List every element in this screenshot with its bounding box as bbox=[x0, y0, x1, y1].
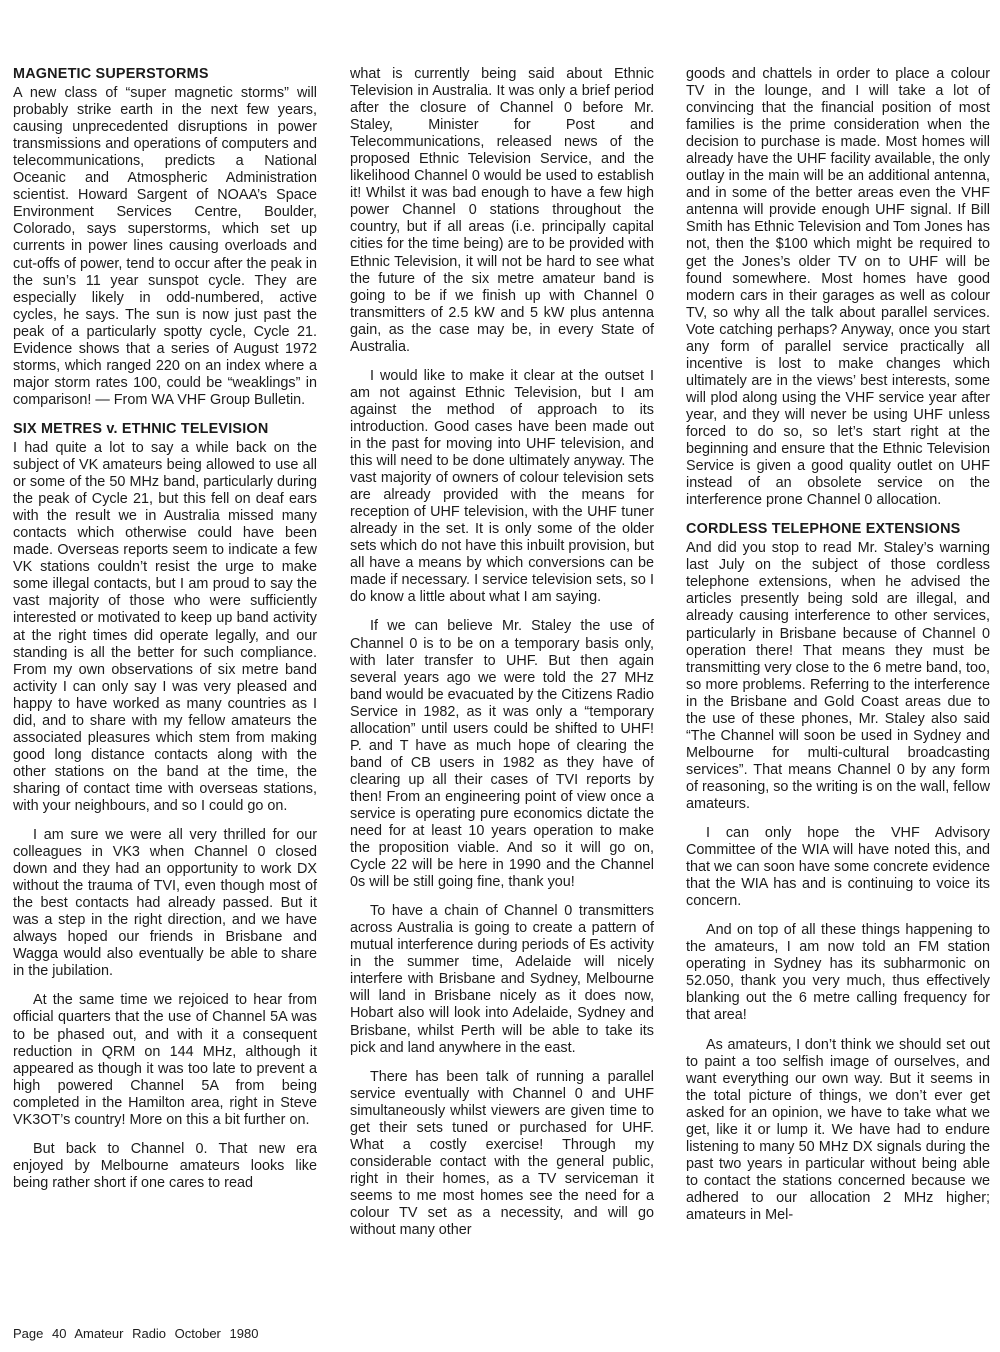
paragraph: There has been talk of running a parallel service eventually with Channel 0 and UHF simultaneously whilst viewers are given time to get their sets tuned or purchased for UHF. What a costly exercise! Through my considerable contact with the general public, right in their homes, as a TV serviceman it seems to me most homes see the need for a colour TV set as a necessity, and will go without many other bbox=[350, 1068, 654, 1239]
paragraph: To have a chain of Channel 0 transmitters across Australia is going to create a pattern of mutual interference during periods of Es activity in the summer time, Adelaide will nicely interfere with Brisbane and Sydney, Melbourne will land in Brisbane nicely as it does now, Hobart also will look into Adelaide, Sydney and Brisbane, whilst Perth will be able to take its pick and land anywhere in the east. bbox=[350, 903, 654, 1056]
page-footer: Page 40 Amateur Radio October 1980 bbox=[13, 1326, 259, 1341]
paragraph: I can only hope the VHF Advisory Committee of the WIA will have noted this, and that we can soon have some concrete evidence that the WIA has and is continuing to voice its concern. bbox=[686, 825, 990, 910]
paragraph: what is currently being said about Ethnic Television in Australia. It was only a brief period after the closure of Channel 0 before Mr. Staley, Minister for Post and Telecommunications, released news of the proposed Ethnic Television Service, and the likelihood Channel 0 would be used to establish it! Whilst it was bad enough to have a few high power Channel 0 stations throughout the country, but if all areas (i.e. principally capital cities for the time being) are to be provided with Ethnic Television, it will not be hard to see what the future of the six metre amateur band is going to be if we finish up with Channel 0 transmitters of 2.5 kW and 5 kW plus antenna gain, as the case may be, in every State of Australia. bbox=[350, 66, 654, 355]
paragraph: I would like to make it clear at the outset I am not against Ethnic Television, but I am against the method of approach to its introduction. Good cases have been made out in the past for moving into UHF television, and this will need to be done ultimately anyway. The vast majority of owners of colour television sets are already provided with the means for reception of UHF television, with the UHF tuner already in the set. It is only some of the older sets which do not have this inbuilt provision, but all have a means by which conversions can be made if necessary. I service television sets, so I do know a little about what I am saying. bbox=[350, 367, 654, 606]
column-3 bbox=[686, 66, 990, 1236]
paragraph: If we can believe Mr. Staley the use of Channel 0 is to be on a temporary basis only, with later transfer to UHF. But then again several years ago we were told the 27 MHz band would be evacuated by the Citizens Radio Service in 1982, as it was only a “temporary allocation” until users could be shifted to UHF! P. and T have as much hope of clearing the band of CB users in 1982 as they have of clearing up all their cases of TVI reports by then! From an engineering point of view once a service is operating pure economics dictate the need for at least 10 years operation to make the proposition viable. And so it will go on, Cycle 22 will be here in 1990 and the Channel 0s will be still going fine, thank you! bbox=[350, 618, 655, 891]
column-2 bbox=[350, 66, 654, 1251]
paragraph: And did you stop to read Mr. Staley’s warning last July on the subject of those cordless telephone extensions, when he advised the articles presently being sold are illegal, and already causing interference to other services, particularly in Brisbane because of Channel 0 operation there! That means they must be transmitting very close to the 6 metre band, too, so more problems. Referring to the interference in the Brisbane and Gold Coast areas due to the use of these phones, Mr. Staley also said “The Channel will soon be used in Sydney and Melbourne for multi-cultural broadcasting services”. That means Channel 0 by any form of reasoning, so the writing is on the wall, fellow amateurs. bbox=[686, 540, 990, 812]
paragraph: I am sure we were all very thrilled for our colleagues in VK3 when Channel 0 closed down and they had an opportunity to work DX without the trauma of TVI, even though most of the best contacts had already passed. But it was a step in the right direction, and we have always hoped our friends in Brisbane and Wagga would also eventually be able to share in the jubilation. bbox=[13, 827, 317, 980]
paragraph: And on top of all these things happening to the amateurs, I am now told an FM station operating in Sydney has its subharmonic on 52.050, thank you very much, thus effectively blanking out the 6 metre calling frequency for that area! bbox=[686, 922, 990, 1024]
paragraph: But back to Channel 0. That new era enjoyed by Melbourne amateurs looks like being rather short if one cares to read bbox=[13, 1140, 317, 1191]
paragraph: I had quite a lot to say a while back on the subject of VK amateurs being allowed to use all or some of the 50 MHz band, particularly during the peak of Cycle 21, but this fell on deaf ears with the result we in Australia missed many contacts which otherwise could have been made. Overseas reports seem to indicate a few VK stations couldn’t resist the urge to make some illegal contacts, but I am proud to say the vast majority of those who were sufficiently interested or motivated to keep up band activity at the right times did operate legally, and our standing is all the better for such compliance. From my own observations of six metre band activity I can only say I was very pleased and happy to have worked as many countries as I did, and to share with my fellow amateurs the associated pleasures which stem from making good long distance contacts along with the other stations on the band at the time, the sharing of contact time with overseas stations, with your neighbours, and so I could go on. bbox=[13, 439, 317, 814]
heading-six-metres: SIX METRES v. ETHNIC TELEVISION bbox=[13, 420, 269, 437]
heading-cordless-telephone: CORDLESS TELEPHONE EXTENSIONS bbox=[686, 521, 961, 538]
column-1 bbox=[13, 66, 317, 1204]
paragraph: As amateurs, I don’t think we should set out to paint a too selfish image of ourselves, and want everything our own way. But it seems in the total picture of things, we don’t ever get asked for an opinion, we have to take what we get, like it or lump it. We have had to endure listening to many 50 MHz DX signals during the past two years in particular without being able to contact the stations concerned because we adhered to our allocation 2 MHz higher; amateurs in Mel- bbox=[686, 1036, 990, 1223]
paragraph: At the same time we rejoiced to hear from official quarters that the use of Channel 5A was to be phased out, and with it a consequent reduction in QRM on 144 MHz, although it appeared as though it was too late to prevent a high powered Channel 5A from being completed in the Hamilton area, right in Steve VK3OT’s country! More on this a bit further on. bbox=[13, 992, 317, 1128]
paragraph: goods and chattels in order to place a colour TV in the lounge, and I will take a lot of convincing that the financial position of most families is the prime consideration when the decision to purchase is made. Most homes will already have the UHF facility available, the only outlay in the main will be an additional antenna, and in some of the better areas even the VHF antenna will provide enough UHF signal. If Bill Smith has Ethnic Television and Tom Jones has not, then the $100 which might be required to get the Jones’s older TV on to UHF will be found somewhere. Most homes have good modern cars in their garages as well as colour TV, so why all the talk about parallel services. Vote catching perhaps? Anyway, once you start any form of parallel service practically all incentive is lost to make changes which ultimately are in the views’ best interests, some will plod along using the VHF service year after year, and they will never be using UHF unless forced to do so, so let’s start right at the beginning and ensure that the Ethnic Television Service is given a good quality outlet on UHF instead of an obsolete service on the interference prone Channel 0 allocation. bbox=[686, 66, 990, 509]
paragraph: A new class of “super magnetic storms” will probably strike earth in the next few years, causing unprecedented disruptions in power transmissions and operations of computers and telecommunications, predicts a National Oceanic and Atmospheric Administration scientist. Howard Sargent of NOAA’s Space Environment Services Centre, Boulder, Colorado, says superstorms, which set up currents in power lines causing overloads and cut-offs of power, tend to occur after the peak in the sun’s 11 year sunspot cycle. They are especially likely in odd-numbered, active cycles, he says. The sun is now just past the peak of a particularly spotty cycle, Cycle 21. Evidence shows that a series of August 1972 storms, which ranged 220 on an index where a major storm rates 100, could be “weaklings” in comparison! — From WA VHF Group Bulletin. bbox=[13, 85, 317, 408]
heading-magnetic-superstorms: MAGNETIC SUPERSTORMS bbox=[13, 66, 209, 82]
